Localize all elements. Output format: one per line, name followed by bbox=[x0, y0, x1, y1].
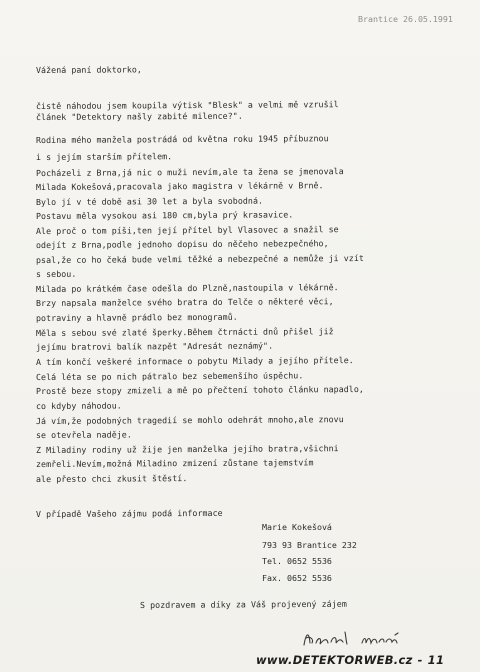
body-line: se otevřela naděje. bbox=[35, 429, 132, 440]
handwritten-signature bbox=[300, 627, 420, 655]
body-line: Milada po krátkém čase odešla do Plzně,nastoupila v lékárně. bbox=[35, 282, 339, 294]
salutation: Vážená paní doktorko, bbox=[35, 64, 142, 75]
body-line: článek "Detektory našly zabité milence?". bbox=[35, 110, 243, 122]
body-line: Celá léta se po nich pátralo bez sebemenšího úspěchu. bbox=[35, 370, 304, 382]
info-line: V případě Vašeho zájmu podá informace bbox=[35, 507, 223, 519]
body-line: Ale proč o tom píši,ten její přítel byl Vlasovec a snažil se bbox=[35, 224, 339, 236]
body-line: zemřeli.Nevím,možná Miladino zmizení zůstane tajemstvím bbox=[35, 457, 314, 469]
body-line: Bylo jí v té době asi 30 let a byla svobodná. bbox=[35, 195, 264, 207]
body-line: Milada Kokešová,pracovala jako magistra v lékárně v Brně. bbox=[35, 180, 324, 192]
body-line: Z Miladiny rodiny už žije jen manželka jejího bratra,všichni bbox=[35, 443, 339, 455]
body-line: Rodina mého manžela postrádá od května roku 1945 příbuznou bbox=[35, 133, 329, 145]
footer-site: www.DETEKTORWEB.cz bbox=[256, 653, 413, 667]
body-line: co kdyby náhodou. bbox=[35, 400, 122, 411]
body-line: Brzy napsala manželce svého bratra do Telče o některé věci, bbox=[35, 296, 334, 308]
body-line: Postavu měla vysokou asi 180 cm,byla prý krasavice. bbox=[35, 209, 294, 221]
sender-fax: Fax. 0652 5536 bbox=[262, 573, 332, 583]
sender-name: Marie Kokešová bbox=[262, 522, 332, 532]
body-line: s sebou. bbox=[35, 268, 77, 279]
letter-date: Brantice 26.05.1991 bbox=[358, 14, 453, 24]
body-line: Já vím,že podobných tragedií se mohlo odehrát mnoho,ale znovu bbox=[35, 414, 344, 426]
body-line: ale přesto chci zkusit štěstí. bbox=[35, 473, 188, 484]
body-line: Prostě beze stopy zmizeli a mě po přečtení tohoto článku napadlo, bbox=[35, 383, 364, 396]
closing-line: S pozdravem a díky za Váš projevený zájem bbox=[139, 598, 347, 610]
body-line: čistě náhodou jsem koupila výtisk "Blesk" a velmi mě vzrušil bbox=[35, 99, 339, 111]
sender-street: 793 93 Brantice 232 bbox=[262, 540, 357, 550]
body-line: A tím končí veškeré informace o pobytu Milady a jejího přítele. bbox=[35, 355, 354, 367]
footer: www.DETEKTORWEB.cz - 11 bbox=[256, 653, 445, 667]
body-line: potraviny a hlavně prádlo bez monogramů. bbox=[35, 311, 238, 323]
body-line: Pocházeli z Brna,já nic o muži nevím,ale ta žena se jmenovala bbox=[35, 166, 344, 178]
body-line: jejímu bratrovi balík nazpět "Adresát neznámý". bbox=[35, 340, 274, 352]
body-line: Měla s sebou své zlaté šperky.Během čtrnácti dnů přišel již bbox=[35, 326, 334, 338]
body-line: i s jejím starším přítelem. bbox=[35, 151, 173, 162]
body-line: psal,že co ho čeká bude velmi těžké a nebezpečné a nemůže ji vzít bbox=[35, 252, 364, 265]
sender-phone: Tel. 0652 5536 bbox=[262, 556, 332, 566]
body-line: odejít z Brna,podle jednoho dopisu do něčeho nebezpečného, bbox=[35, 238, 329, 250]
footer-page-number: 11 bbox=[427, 653, 445, 667]
